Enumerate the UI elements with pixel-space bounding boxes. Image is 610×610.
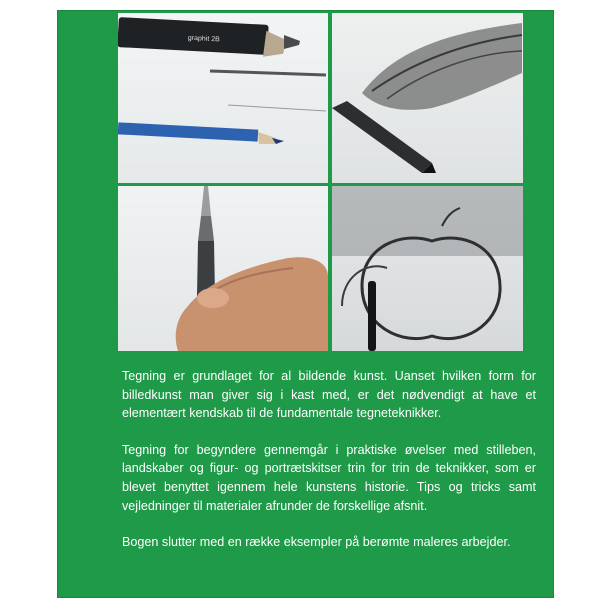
hand-holding-graphite-photo [118,186,328,351]
content-paragraph: Tegning for begyndere gennemgår i praktiske øvelser med stilleben, landskaber og figur- og portrætskitser trin for trin de teknikker, som er blevet benyttet igennem hele kunstens historie. Tips og tricks samt vejledninger til materialer afrunder de forskellige afsnit. [122,442,536,513]
charcoal-apple-sketch-icon [332,186,523,351]
pencil-imprint: graphit 2B [187,34,220,44]
graphite-stick-shading-icon [332,13,523,183]
closing-paragraph: Bogen slutter med en række eksempler på berømte maleres arbejder. [122,535,511,550]
pencils-icon [118,13,328,183]
apple-sketch-photo [332,186,523,351]
description-text [122,367,536,570]
hand-holding-graphite-stick-icon [118,186,328,351]
intro-paragraph: Tegning er grundlaget for al bildende kunst. Uanset hvilken form for billedkunst man giver sig i kast med, er det nødvendigt at have et elementært kendskab til de fundamentale tegneteknikker. [122,369,536,421]
book-back-cover [57,10,554,598]
graphite-stick-shading-photo [332,13,523,183]
pencils-photo [118,13,328,183]
